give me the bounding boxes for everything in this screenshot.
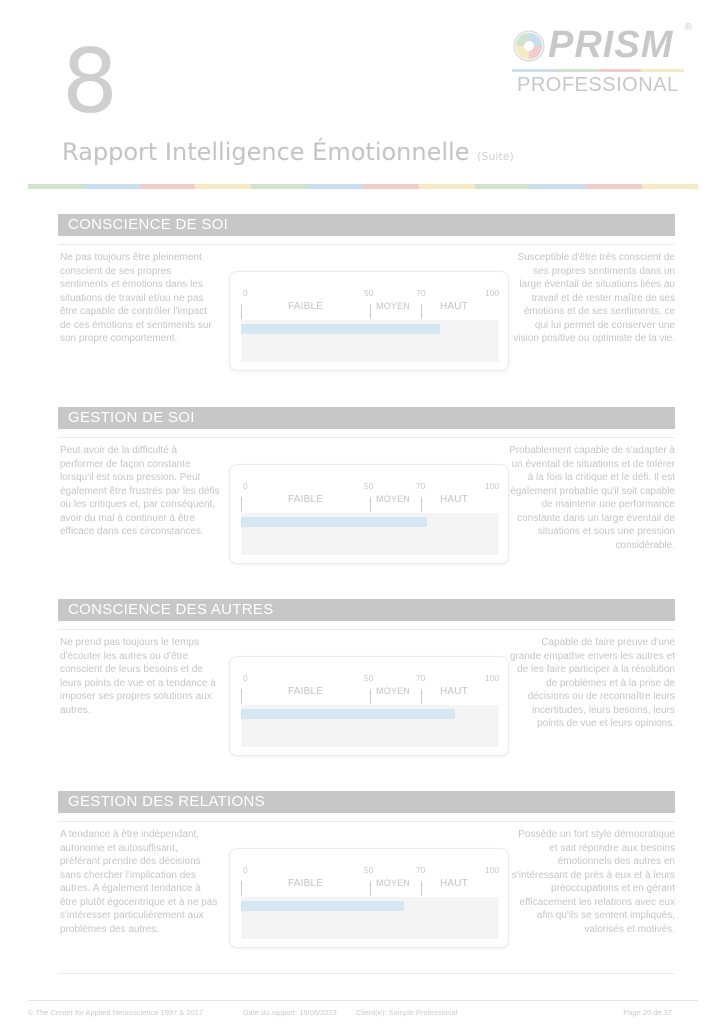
section-top-rule xyxy=(58,821,675,822)
tick-mark xyxy=(241,497,242,512)
tick-label-100: 100 xyxy=(485,481,500,491)
score-bar xyxy=(241,517,427,527)
gauge-track xyxy=(241,513,499,555)
color-strip-segment xyxy=(586,184,642,189)
zone-high-label: HAUT xyxy=(440,686,469,697)
report-title-text: Rapport Intelligence Émotionnelle xyxy=(62,138,470,166)
low-description: A tendance à être indépendant, autonome et autosuffisant, préférant prendre des décisions sans chercher l'implication des autres. A également tendance à être plutôt égocentrique et à ne pas s'intéresser particulièrement aux problèmes des autres. xyxy=(60,829,218,935)
zone-mid-label: MOYEN xyxy=(376,686,411,696)
color-strip-segment xyxy=(84,184,140,189)
zone-low-label: FAIBLE xyxy=(288,686,324,697)
brain-icon xyxy=(512,29,546,63)
tick-mark xyxy=(370,497,371,512)
tick-mark xyxy=(421,304,422,319)
tick-mark xyxy=(241,689,242,704)
score-bar xyxy=(241,709,455,719)
tick-label-50: 50 xyxy=(364,288,374,298)
color-strip-segment xyxy=(195,184,251,189)
zone-low-label: FAIBLE xyxy=(288,301,324,312)
tick-mark xyxy=(370,881,371,896)
color-strip-segment xyxy=(642,184,698,189)
tick-label-0: 0 xyxy=(243,481,248,491)
tick-mark xyxy=(241,881,242,896)
tick-mark xyxy=(421,689,422,704)
zone-mid-label: MOYEN xyxy=(376,301,411,311)
color-strip-segment xyxy=(28,184,84,189)
high-description: Possède un fort style démocratique et sait répondre aux besoins émotionnels des autres en s'intéressant de près à eux et à leurs préoccupations et en gérant efficacement les relations avec eux afin qu'ils se sentent impliqués, valorisés et motivés. xyxy=(511,829,675,935)
footer-client: Client(e): Sample Professional xyxy=(356,1008,458,1017)
tick-label-0: 0 xyxy=(243,288,248,298)
report-title xyxy=(62,138,514,166)
tick-label-0: 0 xyxy=(243,673,248,683)
zone-low-label: FAIBLE xyxy=(288,494,324,505)
section-title: CONSCIENCE DES AUTRES xyxy=(58,599,675,621)
gauge-track xyxy=(241,705,499,747)
section-social-awareness xyxy=(58,599,675,729)
color-strip-segment xyxy=(251,184,307,189)
zone-high-label: HAUT xyxy=(440,301,469,312)
logo-bar-segment xyxy=(555,69,598,72)
high-description: Probablement capable de s'adapter à un éventail de situations et de tolérer à la fois la critique et le défi. Il est également probable qu'il soit capable de maintenir une performance constante dans un large éventail de situations et sous une pression considérable. xyxy=(509,445,675,551)
tick-mark xyxy=(421,497,422,512)
logo-bar-segment xyxy=(598,69,641,72)
zone-low-label: FAIBLE xyxy=(288,878,324,889)
high-description: Susceptible d'être très conscient de ses propres sentiments dans un large éventail de situations liées au travail et de rester maître de ses émotions et de ses sentiments, ce qui lui permet de conserver une vision positive ou optimiste de la vie. xyxy=(513,252,675,344)
section-relationship-management xyxy=(58,791,675,935)
section-self-management xyxy=(58,407,675,551)
tick-label-50: 50 xyxy=(364,865,374,875)
section-title: CONSCIENCE DE SOI xyxy=(58,214,675,236)
footer-page: Page 20 de 37 xyxy=(623,1008,672,1017)
section-self-awareness xyxy=(58,214,675,344)
color-strip-segment xyxy=(419,184,475,189)
color-strip-segment xyxy=(140,184,196,189)
tick-mark xyxy=(241,304,242,319)
section-title: GESTION DES RELATIONS xyxy=(58,791,675,813)
low-description: Peut avoir de la difficulté à performer de façon constante lorsqu'il est sous pression. Peut également être frustrés par les défis ou les critiques et, par conséquent, avoir du mal à continuer à être efficace dans ces circonstances. xyxy=(60,445,220,537)
section-bottom-rule xyxy=(58,973,675,974)
prism-logo xyxy=(512,22,692,102)
score-gauge xyxy=(229,656,509,756)
tick-mark xyxy=(370,689,371,704)
tick-label-0: 0 xyxy=(243,865,248,875)
logo-bar-segment xyxy=(512,69,555,72)
tick-label-70: 70 xyxy=(416,865,426,875)
zone-high-label: HAUT xyxy=(440,878,469,889)
color-strip-segment xyxy=(363,184,419,189)
tick-mark xyxy=(421,881,422,896)
tick-label-100: 100 xyxy=(485,673,500,683)
tick-label-70: 70 xyxy=(416,481,426,491)
high-description: Capable de faire preuve d'une grande empathie envers les autres et de les faire participer à la résolution de problèmes et à la prise de décisions ou de reconnaître leurs incertitudes, leurs besoins, leurs points de vue et leurs opinions. xyxy=(509,637,675,729)
tick-label-70: 70 xyxy=(416,673,426,683)
color-strip xyxy=(28,184,698,189)
tick-label-100: 100 xyxy=(485,865,500,875)
low-description: Ne prend pas toujours le temps d'écouter les autres ou d'être conscient de leurs besoins et de leurs points de vue et a tendance à imposer ses propres solutions aux autres. xyxy=(60,637,216,716)
report-title-suffix: (Suite) xyxy=(477,150,514,163)
color-strip-segment xyxy=(307,184,363,189)
footer-report-date: Date du rapport: 15/06/2023 xyxy=(243,1008,337,1017)
tick-label-50: 50 xyxy=(364,673,374,683)
section-top-rule xyxy=(58,629,675,630)
footer-rule xyxy=(28,1000,698,1001)
logo-bar-segment xyxy=(641,69,684,72)
gauge-track xyxy=(241,897,499,939)
logo-subtitle: PROFESSIONAL xyxy=(517,74,679,96)
gauge-track xyxy=(241,320,499,362)
zone-high-label: HAUT xyxy=(440,494,469,505)
page-number: 8 xyxy=(62,30,118,133)
tick-label-100: 100 xyxy=(485,288,500,298)
zone-mid-label: MOYEN xyxy=(376,494,411,504)
score-gauge xyxy=(229,848,509,948)
section-top-rule xyxy=(58,437,675,438)
section-title: GESTION DE SOI xyxy=(58,407,675,429)
tick-label-70: 70 xyxy=(416,288,426,298)
logo-name: PRISM xyxy=(548,24,674,66)
score-bar xyxy=(241,324,440,334)
tick-label-50: 50 xyxy=(364,481,374,491)
tick-mark xyxy=(370,304,371,319)
score-gauge xyxy=(229,271,509,371)
section-top-rule xyxy=(58,244,675,245)
zone-mid-label: MOYEN xyxy=(376,878,411,888)
color-strip-segment xyxy=(475,184,531,189)
score-bar xyxy=(241,901,404,911)
logo-color-bar xyxy=(512,69,684,72)
color-strip-segment xyxy=(530,184,586,189)
footer-copyright: © The Center for Applied Neuroscience 1997 & 2017 xyxy=(28,1008,204,1017)
registered-mark: ® xyxy=(684,22,692,33)
low-description: Ne pas toujours être pleinement conscient de ses propres sentiments et émotions dans les situations de travail et/ou ne pas être capable de contrôler l'impact de ces émotions et sentiments sur son propre comportement. xyxy=(60,252,212,344)
score-gauge xyxy=(229,464,509,564)
